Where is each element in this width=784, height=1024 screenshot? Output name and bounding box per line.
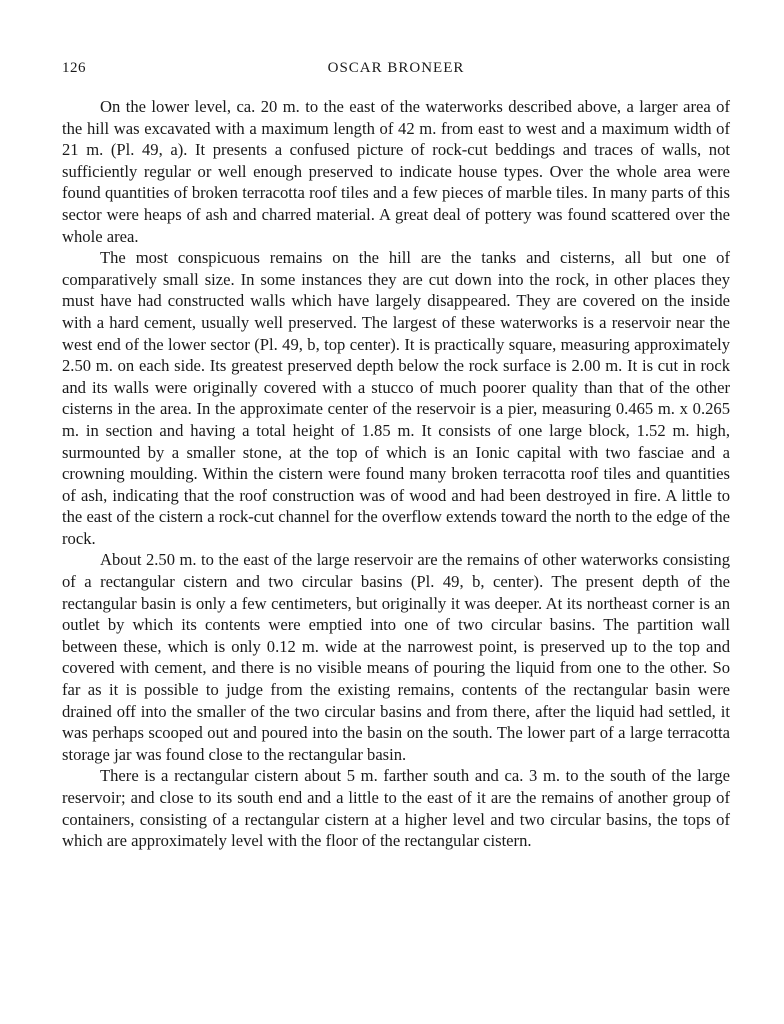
running-title: OSCAR BRONEER (327, 60, 465, 76)
book-page (62, 60, 730, 852)
body-text (62, 96, 730, 852)
paragraph-lower-level-excavation: On the lower level, ca. 20 m. to the east of the waterworks described above, a larger area of the hill was excavated with a maximum length of 42 m. from east to west and a maximum width of 21 m. (Pl. 49, a). It presents a confused picture of rock-cut beddings and traces of walls, not sufficiently regular or well enough preserved to indicate house types. Over the whole area were found quantities of broken terracotta roof tiles and a few pieces of marble tiles. In many parts of this sector were heaps of ash and charred material. A great deal of pottery was found scattered over the whole area. (62, 97, 730, 246)
paragraph-southern-containers: There is a rectangular cistern about 5 m. farther south and ca. 3 m. to the south of the large reservoir; and close to its south end and a little to the east of it are the remains of another group of containers, consisting of a rectangular cistern at a higher level and two circular basins, the tops of which are approximately level with the floor of the rectangular cistern. (62, 766, 730, 851)
page-number: 126 (62, 60, 86, 76)
running-head (62, 60, 730, 86)
paragraph-rectangular-cistern-and-basins: About 2.50 m. to the east of the large reservoir are the remains of other waterworks consisting of a rectangular cistern and two circular basins (Pl. 49, b, center). The present depth of the rectangular basin is only a few centimeters, but originally it was deeper. At its northeast corner is an outlet by which its contents were emptied into one of two circular basins. The partition wall between these, which is only 0.12 m. wide at the narrowest point, is preserved up to the top and covered with cement, and there is no visible means of pouring the liquid from one to the other. So far as it is possible to judge from the existing remains, contents of the rectangular basin were drained off into the smaller of the two circular basins and from there, after the liquid had settled, it was perhaps scooped out and poured into the basin on the south. The lower part of a large terracotta storage jar was found close to the rectangular basin. (62, 550, 730, 764)
paragraph-tanks-and-cisterns: The most conspicuous remains on the hill are the tanks and cisterns, all but one of comparatively small size. In some instances they are cut down into the rock, in other places they must have had constructed walls which have largely disappeared. They are covered on the inside with a hard cement, usually well preserved. The largest of these waterworks is a reservoir near the west end of the lower sector (Pl. 49, b, top center). It is practically square, measuring approximately 2.50 m. on each side. Its greatest preserved depth below the rock surface is 2.00 m. It is cut in rock and its walls were originally covered with a stucco of much poorer quality than that of the other cisterns in the area. In the approximate center of the reservoir is a pier, measuring 0.465 m. x 0.265 m. in section and having a total height of 1.85 m. It consists of one large block, 1.52 m. high, surmounted by a smaller stone, at the top of which is an Ionic capital with two fasciae and a crowning moulding. Within the cistern were found many broken terracotta roof tiles and quantities of ash, indicating that the roof construction was of wood and had been destroyed in fire. A little to the east of the cistern a rock-cut channel for the overflow extends toward the north to the edge of the rock. (62, 248, 730, 548)
